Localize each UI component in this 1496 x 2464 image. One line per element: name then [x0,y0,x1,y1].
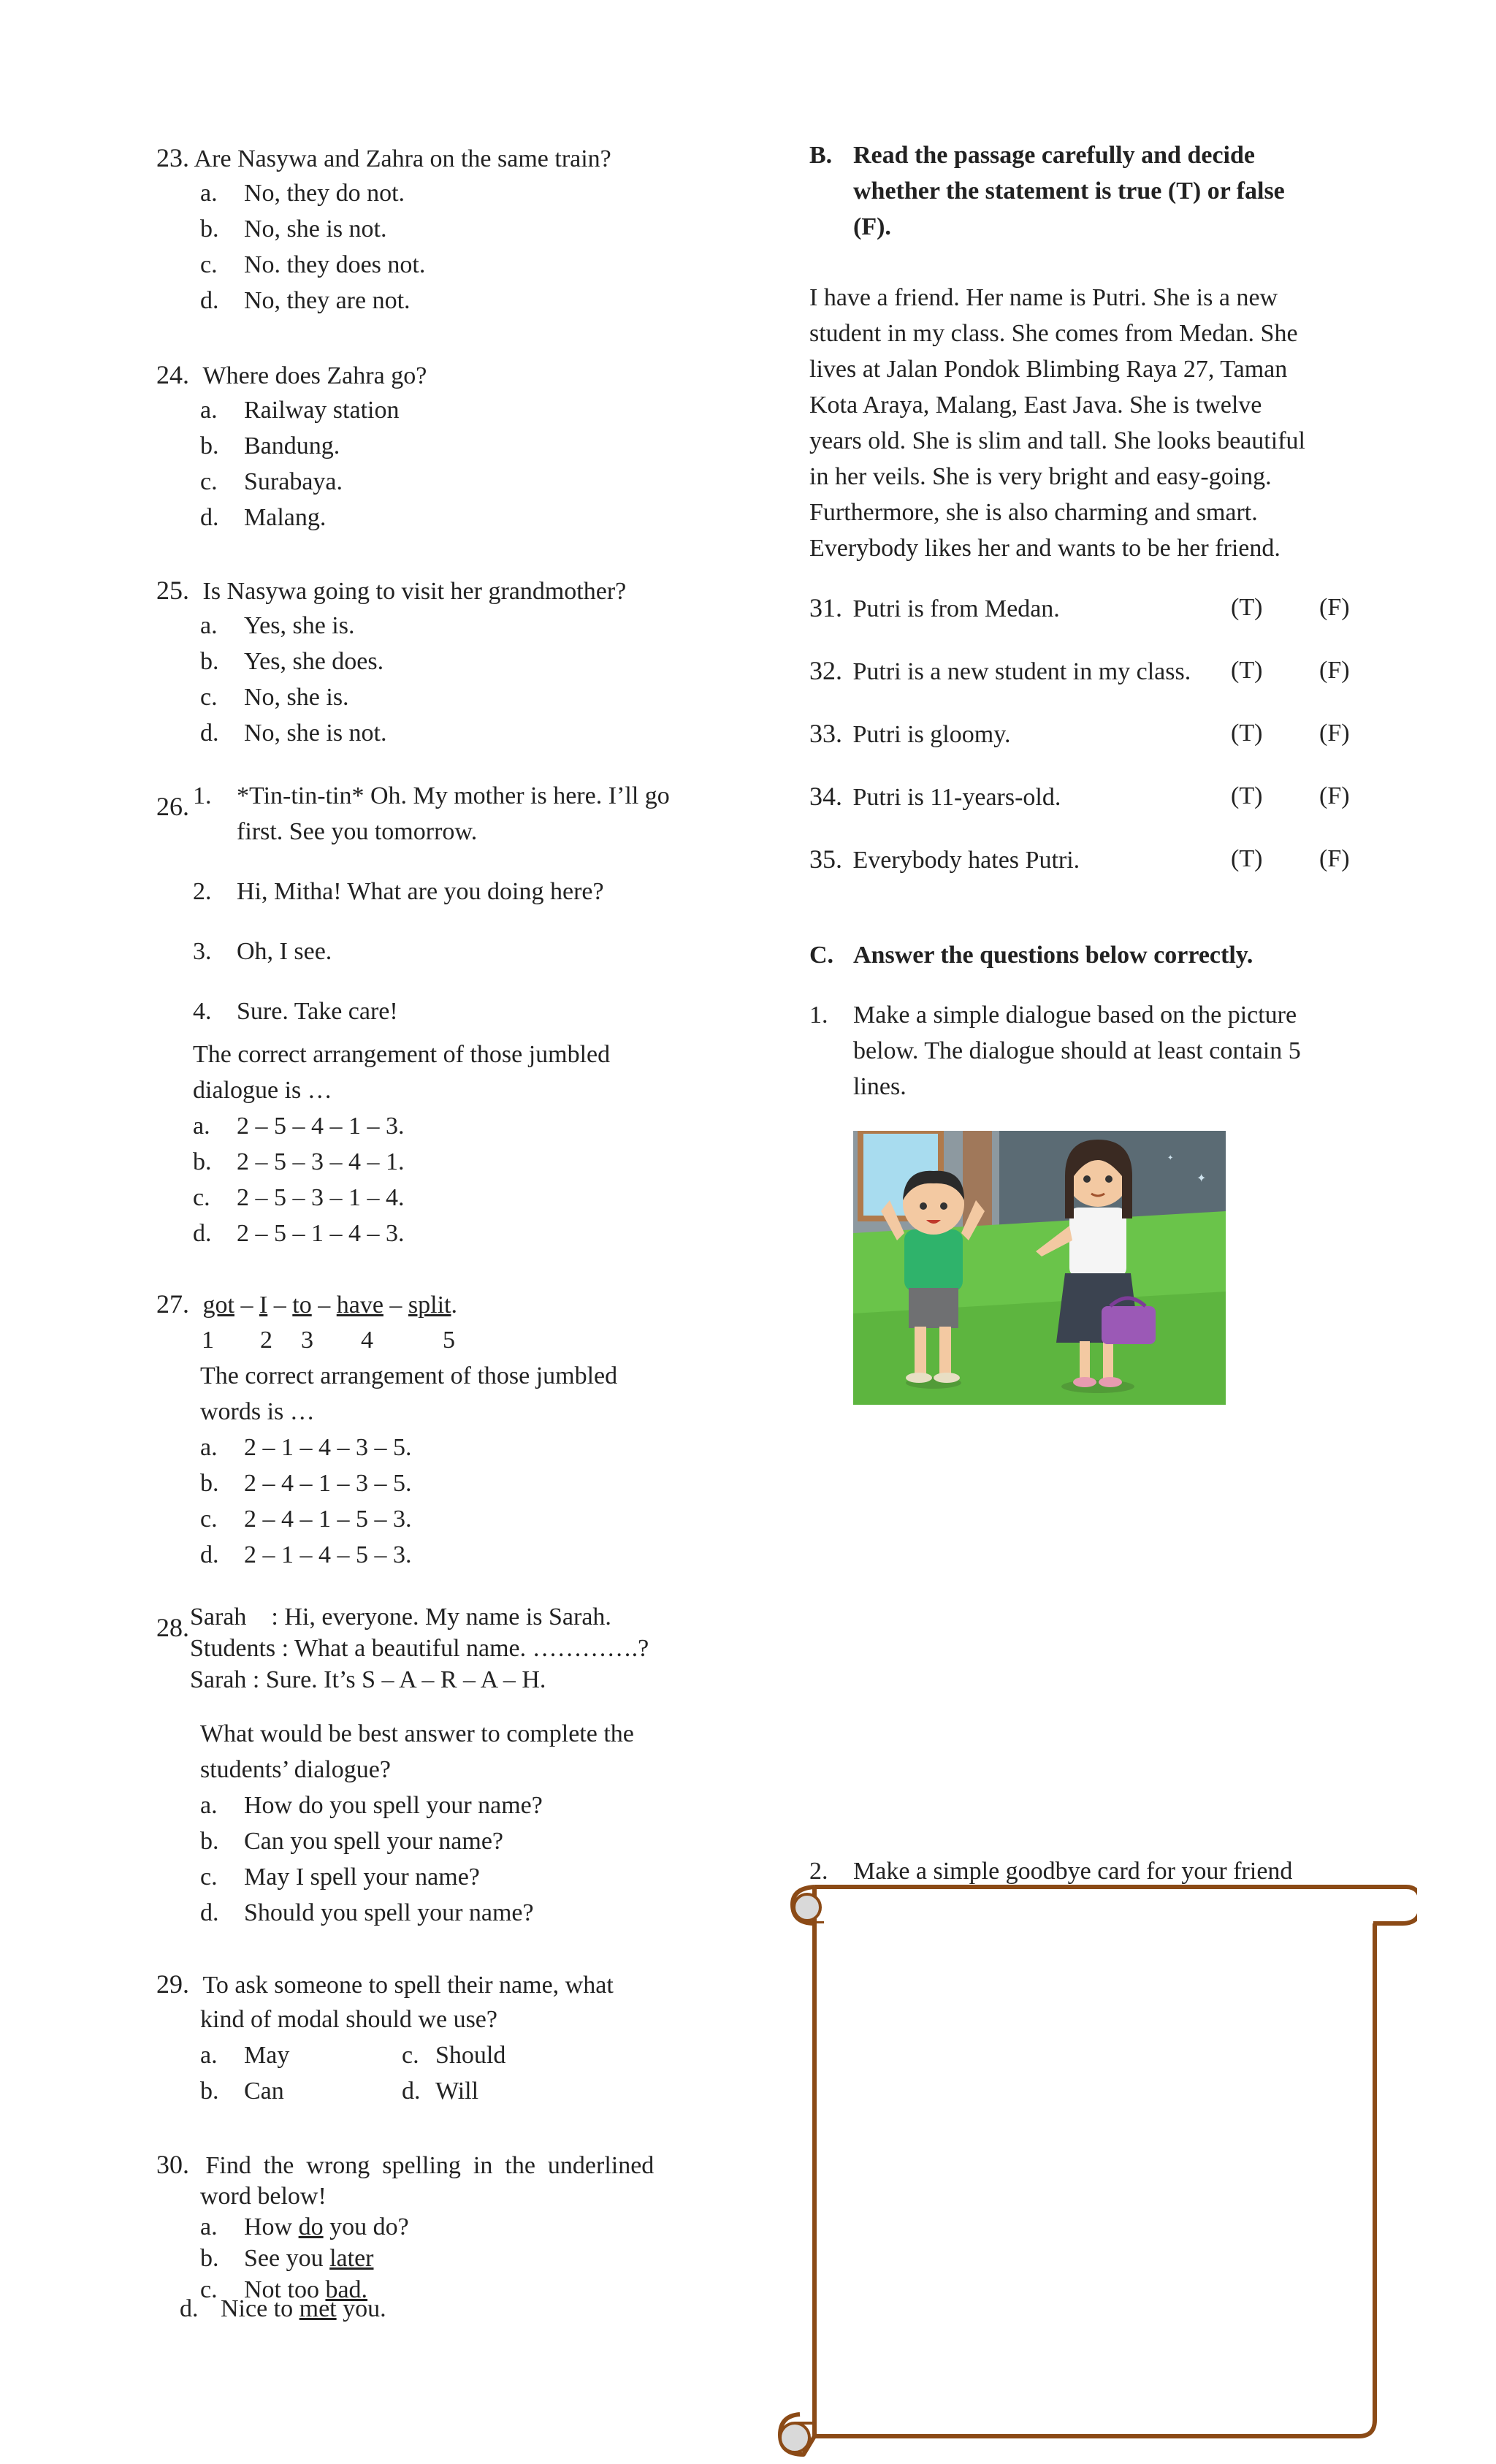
question-27: 27. got – I – to – have – split. [156,1289,457,1319]
question-number: 27. [156,1289,189,1319]
jumbled-word: got [202,1292,234,1319]
word-number: 2 [260,1327,272,1354]
question-text: To ask someone to spell their name, what [202,1972,614,1999]
option-d: d. No, she is not. [200,720,387,747]
question-29 [156,1968,614,2002]
section-c-title: Answer the questions below correctly. [853,942,1253,969]
jumbled-word: have [336,1292,383,1319]
question-text: word below! [200,2183,327,2210]
question-prompt: The correct arrangement of those jumbled [193,1041,611,1068]
option-c: c. Surabaya. [200,468,343,495]
question-prompt: students’ dialogue? [200,1756,391,1783]
dialogue-line-1: 1. *Tin-tin-tin* Oh. My mother is here. I’ll go [193,782,670,809]
option-d: d. 2 – 1 – 4 – 5 – 3. [200,1541,412,1568]
question-number: 28. [156,1613,189,1642]
option-a: a. May [200,2042,290,2069]
passage-line: Kota Araya, Malang, East Java. She is twelve [809,392,1262,419]
option-a: a. Railway station [200,397,400,424]
false-option[interactable]: (F) [1319,845,1350,872]
tf-statement-31: 31. Putri is from Medan. [809,593,1060,622]
question-text: Make a simple dialogue based on the picture [853,1002,1297,1029]
option-c: c. No, she is. [200,684,349,711]
dialogue-line-1-cont: first. See you tomorrow. [237,818,478,845]
question-prompt: words is … [200,1398,315,1425]
section-b-letter: B. [809,142,833,169]
question-prompt: What would be best answer to complete the [200,1720,634,1747]
false-option[interactable]: (F) [1319,720,1350,747]
question-prompt: The correct arrangement of those jumbled [200,1362,618,1389]
option-b: b. See you later [200,2245,374,2272]
question-number: 30. [156,2150,189,2179]
dialogue-line: Sarah : Hi, everyone. My name is Sarah. [190,1603,611,1630]
question-number: 2. [809,1858,828,1885]
option-c: c. Should [402,2042,506,2069]
question-text: lines. [853,1073,907,1100]
svg-text:✦: ✦ [1167,1154,1174,1162]
option-b: b. 2 – 4 – 1 – 3 – 5. [200,1470,412,1497]
question-text: Find the wrong spelling in the underlined [205,2152,654,2179]
question-number: 26. [156,792,189,821]
word-number: 4 [361,1327,373,1354]
true-option[interactable]: (T) [1231,594,1263,621]
option-b: b. Bandung. [200,432,340,459]
tf-statement-32: 32. Putri is a new student in my class. [809,656,1191,685]
option-a: a. 2 – 1 – 4 – 3 – 5. [200,1434,412,1461]
dialogue-line-4: 4. Sure. Take care! [193,998,398,1025]
option-b: b. Can you spell your name? [200,1828,504,1855]
passage-line: in her veils. She is very bright and easy-going. [809,463,1272,490]
question-text: below. The dialogue should at least contain 5 [853,1037,1301,1064]
dialogue-picture [853,1131,1226,1405]
option-d: d. Nice to met you. [180,2295,386,2322]
option-a: a. How do you do? [200,2213,409,2240]
goodbye-card-scroll[interactable] [760,1881,1417,2462]
false-option[interactable]: (F) [1319,657,1350,684]
question-prompt: dialogue is … [193,1077,332,1104]
question-text: kind of modal should we use? [200,2006,497,2033]
option-c: c. May I spell your name? [200,1864,480,1891]
dialogue-line-3: 3. Oh, I see. [193,938,332,965]
tf-statement-33: 33. Putri is gloomy. [809,719,1011,748]
true-option[interactable]: (T) [1231,782,1263,809]
question-text: Are Nasywa and Zahra on the same train? [194,145,611,172]
question-text: Where does Zahra go? [202,362,427,389]
true-option[interactable]: (T) [1231,845,1263,872]
question-number: 24. [156,360,189,389]
word-number: 1 [202,1327,214,1354]
question-number: 1. [809,1002,828,1029]
passage-line: lives at Jalan Pondok Blimbing Raya 27, Taman [809,356,1288,383]
question-25 [156,574,626,608]
question-text: Is Nasywa going to visit her grandmother? [202,578,627,605]
section-c-letter: C. [809,942,834,969]
question-text: Make a simple goodbye card for your friend [853,1858,1293,1885]
true-option[interactable]: (T) [1231,657,1263,684]
dialogue-line: Sarah : Sure. It’s S – A – R – A – H. [190,1666,546,1693]
passage-line: Everybody likes her and wants to be her friend. [809,535,1281,562]
tf-statement-34: 34. Putri is 11-years-old. [809,782,1061,811]
option-b: b. No, she is not. [200,215,387,243]
false-option[interactable]: (F) [1319,594,1350,621]
option-a: a. 2 – 5 – 4 – 1 – 3. [193,1113,405,1140]
option-c: c. 2 – 4 – 1 – 5 – 3. [200,1506,412,1533]
option-a: a. No, they do not. [200,180,405,207]
passage-line: years old. She is slim and tall. She looks beautiful [809,427,1305,454]
option-d: d. Malang. [200,504,327,531]
option-d: d. Will [402,2078,479,2105]
tf-statement-35: 35. Everybody hates Putri. [809,844,1080,874]
passage-line: I have a friend. Her name is Putri. She is a new [809,284,1278,311]
option-c: c. No. they does not. [200,251,426,278]
option-d: d. 2 – 5 – 1 – 4 – 3. [193,1220,405,1247]
word-number: 5 [443,1327,455,1354]
question-number: 23. [156,143,189,172]
option-a: a. How do you spell your name? [200,1792,543,1819]
question-30 [156,2148,654,2182]
question-23 [156,142,611,175]
option-b: b. 2 – 5 – 3 – 4 – 1. [193,1148,405,1175]
option-c: c. Not too bad. [200,2276,368,2303]
option-b: b. Yes, she does. [200,648,384,675]
section-b-title: (F). [853,213,891,240]
true-option[interactable]: (T) [1231,720,1263,747]
question-number: 25. [156,576,189,605]
jumbled-word: split [408,1292,451,1319]
option-d: d. Should you spell your name? [200,1899,534,1926]
question-number: 29. [156,1969,189,1999]
section-b-title: Read the passage carefully and decide [853,142,1255,169]
option-c: c. 2 – 5 – 3 – 1 – 4. [193,1184,405,1211]
option-d: d. No, they are not. [200,287,411,314]
false-option[interactable]: (F) [1319,782,1350,809]
passage-line: student in my class. She comes from Medan. She [809,320,1298,347]
option-a: a. Yes, she is. [200,612,355,639]
dialogue-line-2: 2. Hi, Mitha! What are you doing here? [193,878,604,905]
word-number: 3 [301,1327,313,1354]
question-24 [156,359,427,392]
passage-line: Furthermore, she is also charming and smart. [809,499,1258,526]
jumbled-word: to [292,1292,312,1319]
dialogue-line: Students : What a beautiful name. ………….? [190,1635,649,1662]
svg-text:✦: ✦ [1197,1171,1207,1185]
jumbled-word: I [259,1292,268,1319]
section-b-title: whether the statement is true (T) or false [853,178,1285,205]
option-b: b. Can [200,2078,284,2105]
